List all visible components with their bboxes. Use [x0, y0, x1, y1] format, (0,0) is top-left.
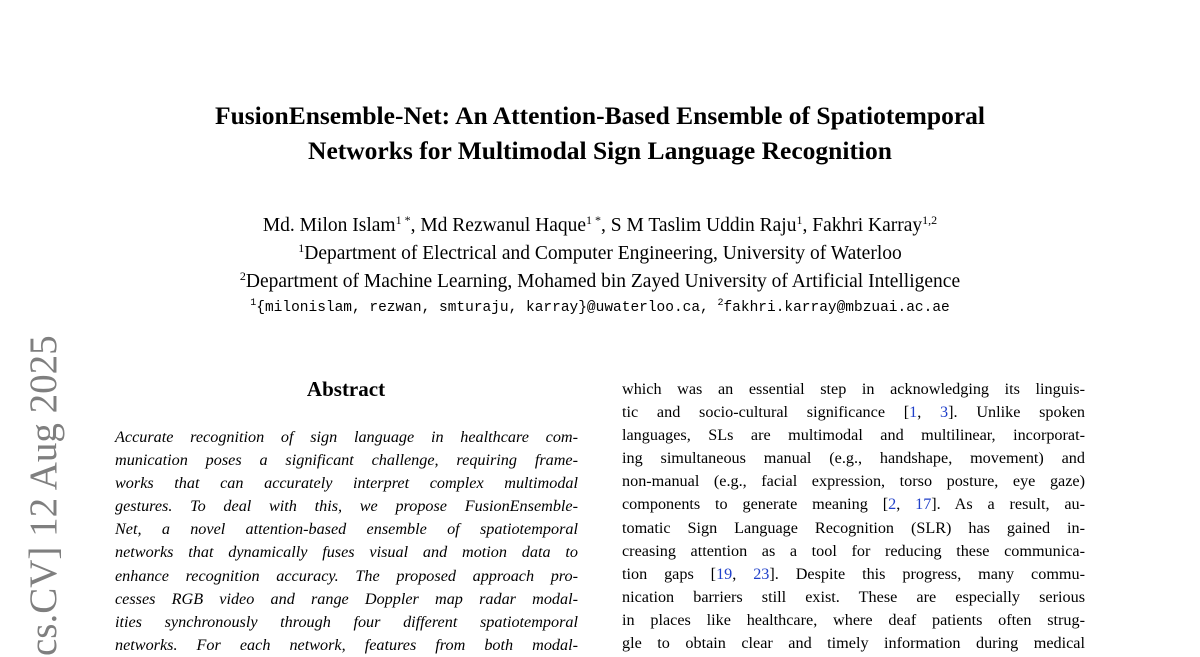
citation-link[interactable]: 19	[716, 564, 733, 583]
body-text: nication barriers still exist. These are especially serious	[622, 587, 1085, 606]
body-text: gle to obtain clear and timely information during medical	[622, 634, 1085, 653]
email-link[interactable]: {milonislam, rezwan, smturaju, karray}@uwaterloo.ca,	[256, 300, 709, 316]
citation-link[interactable]: 17	[915, 495, 932, 514]
body-line	[622, 401, 1085, 424]
email-link[interactable]: fakhri.karray@mbzuai.ac.ae	[723, 300, 950, 316]
body-line	[622, 609, 1085, 632]
body-line	[622, 470, 1085, 493]
abstract-line: enhance recognition accuracy. The proposed approach pro-	[115, 566, 578, 585]
body-line	[622, 540, 1085, 563]
author-sup: 1	[796, 213, 803, 227]
body-text: ,	[917, 403, 941, 422]
abstract-line: Accurate recognition of sign language in healthcare com-	[115, 428, 578, 446]
body-line	[622, 563, 1085, 586]
abstract-line: works that can accurately interpret complex multimodal	[115, 474, 578, 493]
abstract-heading: Abstract	[306, 377, 386, 401]
body-text: ing simultaneous manual (e.g., handshape, movement) and	[622, 449, 1085, 468]
author-name: Fakhri Karray	[812, 215, 923, 236]
body-text: non-manual (e.g., facial expression, torso posture, eye gaze)	[622, 472, 1085, 491]
abstract-line: networks. For each network, features from both modal-	[115, 635, 578, 654]
title-line-1: FusionEnsemble-Net: An Attention-Based Ensemble of Spatiotemporal	[215, 101, 985, 130]
citation-link[interactable]: 1	[909, 403, 918, 422]
author-list: Md. Milon Islam$^{1 *}$, Md Rezwanul Haque$^{1 *}$, S M Taslim Uddin Raju$^1$, Fakhri Karray$^{1,2}$	[262, 213, 938, 236]
author-sup: 1 *	[586, 213, 602, 227]
body-line	[622, 586, 1085, 609]
abstract-line: munication poses a significant challenge, requiring frame-	[115, 451, 578, 470]
body-line	[622, 378, 1085, 401]
author-name: Md Rezwanul Haque	[420, 215, 587, 236]
body-line	[622, 447, 1085, 470]
abstract-line: cesses RGB video and range Doppler map radar modal-	[115, 589, 578, 608]
body-text: ]. Unlike spoken	[948, 403, 1085, 422]
body-text: ]. Despite this progress, many commu-	[769, 564, 1085, 583]
abstract-body	[115, 426, 578, 657]
body-text: ,	[896, 495, 916, 514]
affiliation-1: $^1$Department of Electrical and Computer Engineering, University of Waterloo	[298, 241, 902, 264]
intro-column	[622, 378, 1085, 655]
body-text: in places like healthcare, where deaf patients often strug-	[622, 610, 1085, 629]
citation-link[interactable]: 23	[753, 564, 770, 583]
body-text: tion gaps [	[622, 564, 717, 583]
author-name: S M Taslim Uddin Raju	[610, 215, 797, 236]
body-text: ,	[732, 564, 754, 583]
body-text: languages, SLs are multimodal and multilinear, incorporat-	[622, 426, 1085, 445]
arxiv-stamp: cs.CV] 12 Aug 2025	[22, 335, 65, 656]
affiliation-2: $^2$Department of Machine Learning, Mohamed bin Zayed University of Artificial Intelligence	[239, 269, 961, 292]
body-text: which was an essential step in acknowledging its linguis-	[622, 380, 1085, 398]
body-line	[622, 632, 1085, 655]
body-line	[622, 424, 1085, 447]
body-line	[622, 493, 1085, 516]
body-text: components to generate meaning [	[622, 495, 889, 514]
body-line	[622, 517, 1085, 540]
author-sup: 1,2	[922, 213, 938, 227]
paper-title	[0, 98, 1200, 168]
author-sup: 1 *	[395, 213, 411, 227]
citation-link[interactable]: 2	[888, 495, 897, 514]
abstract-line: gestures. To deal with this, we propose FusionEnsemble-	[115, 497, 578, 516]
author-block	[0, 212, 1200, 319]
author-name: Md. Milon Islam	[262, 215, 396, 236]
author-emails: $^1${milonislam, rezwan, smturaju, karray}@uwaterloo.ca, $^2$fakhri.karray@mbzuai.ac.ae	[250, 298, 950, 316]
abstract-line: ities synchronously through four different spatiotemporal	[115, 612, 578, 631]
title-line-2: Networks for Multimodal Sign Language Recognition	[308, 136, 892, 165]
body-text: ]. As a result, au-	[931, 495, 1086, 514]
body-text: tic and socio-cultural significance [	[622, 403, 910, 422]
citation-link[interactable]: 3	[940, 403, 949, 422]
body-text: creasing attention as a tool for reducing these communica-	[622, 541, 1085, 560]
body-text: tomatic Sign Language Recognition (SLR) has gained in-	[622, 518, 1085, 537]
abstract-line: networks that dynamically fuses visual and motion data to	[115, 543, 578, 562]
abstract-line: Net, a novel attention-based ensemble of spatiotemporal	[115, 520, 578, 539]
